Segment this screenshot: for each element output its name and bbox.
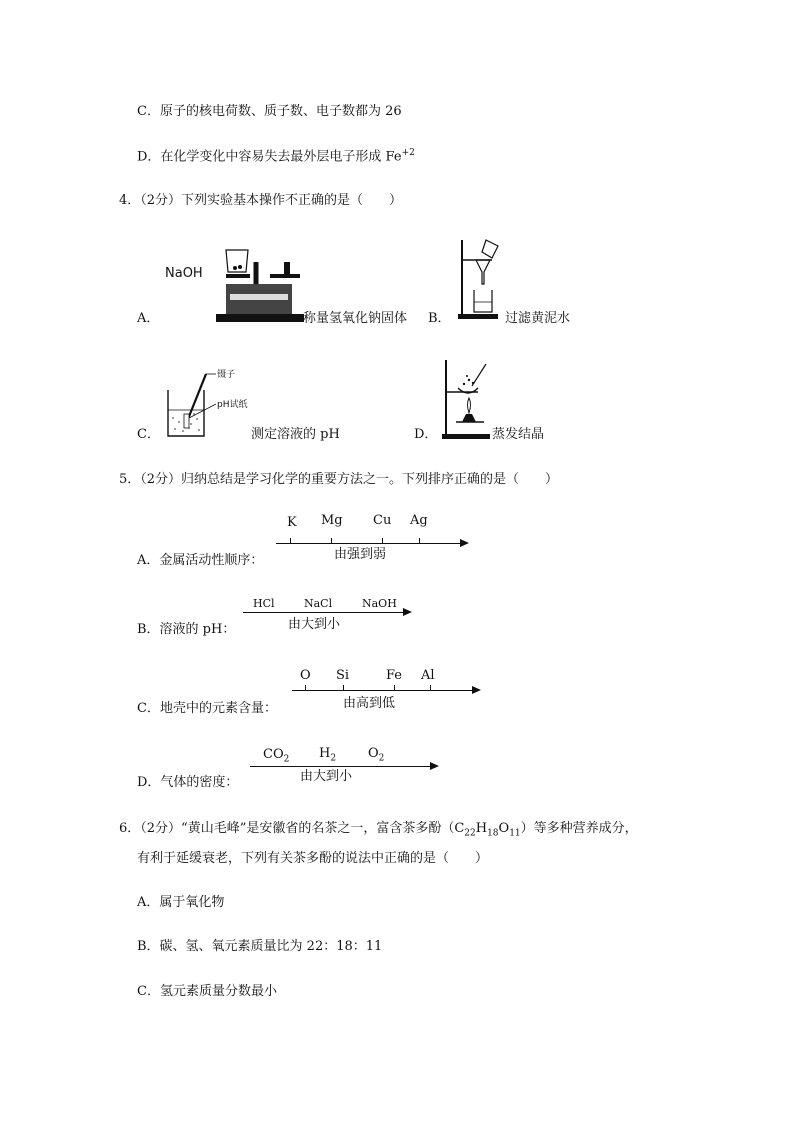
q4-stem: 4．（2分）下列实验基本操作不正确的是（ ） — [119, 193, 403, 208]
q5-c-tick — [305, 685, 306, 690]
q6-option-c: C．氢元素质量分数最小 — [137, 984, 277, 999]
q5-a-axis — [276, 543, 460, 544]
q5-c-axis — [292, 690, 472, 691]
q5-c-label: C．地壳中的元素含量： — [137, 701, 277, 716]
q5-a-label: A．金属活动性顺序： — [137, 553, 264, 568]
q5-c-direction: 由高到低 — [343, 696, 396, 711]
q5-c-tick — [430, 685, 431, 690]
q5-stem: 5．（2分）归纳总结是学习化学的重要方法之一。下列排序正确的是（ ） — [119, 472, 559, 487]
q5-c-tick — [343, 685, 344, 690]
q5-b-item: HCl — [253, 597, 275, 610]
q5-a-direction: 由强到弱 — [334, 547, 387, 562]
ph-paper-label: pH试纸 — [217, 400, 248, 410]
q6-formula-h: H — [475, 821, 488, 836]
q6-formula-o: O — [498, 821, 510, 836]
q5-d-axis — [250, 766, 430, 767]
naoh-label: NaOH — [165, 266, 203, 281]
alcohol-lamp — [462, 414, 476, 422]
q4-b-letter: B． — [428, 311, 451, 326]
q5-c-item: O — [300, 668, 311, 683]
q4-a-caption: 称量氢氧化钠固体 — [303, 311, 408, 326]
q5-d-item — [263, 748, 289, 765]
q4-d-letter: D． — [414, 427, 438, 442]
q5-d-label: D．气体的密度： — [137, 775, 239, 790]
q4-d-caption: 蒸发结晶 — [492, 427, 545, 442]
balance-left-pan — [226, 274, 250, 278]
receiving-beaker — [474, 290, 492, 312]
q5-b-item: NaCl — [304, 597, 333, 610]
q5-a-item: Cu — [373, 513, 392, 528]
q5-b-direction: 由大到小 — [288, 617, 341, 632]
q5-b-arrowhead — [403, 608, 412, 616]
q5-c-arrowhead — [472, 686, 481, 694]
q6-stem-post: ）等多种营养成分， — [520, 821, 638, 836]
q5-c-tick — [394, 685, 395, 690]
glass-rod — [472, 364, 486, 386]
q5-d-item-base: CO — [263, 747, 284, 762]
q6-stem-line1 — [119, 822, 638, 839]
q5-d-item — [368, 747, 384, 764]
q6-formula-sub: 22 — [464, 828, 476, 839]
pouring-beaker — [482, 240, 498, 258]
balance-beaker — [226, 250, 248, 272]
stand-base — [458, 314, 498, 319]
q5-c-item: Fe — [386, 668, 403, 683]
q5-d-item — [319, 747, 336, 764]
evaporation-figure — [436, 358, 496, 442]
balance-right-pan — [270, 274, 300, 278]
q5-a-arrowhead — [460, 539, 469, 547]
q3-option-d-text: D．在化学变化中容易失去最外层电子形成 Fe — [137, 149, 402, 165]
balance-weight — [284, 262, 290, 274]
q3-option-d-superscript: +2 — [401, 148, 415, 158]
q5-a-item: K — [287, 515, 297, 530]
q6-formula-sub: 11 — [509, 828, 521, 839]
funnel — [476, 260, 490, 284]
q5-b-axis — [243, 612, 403, 613]
q5-d-direction: 由大到小 — [300, 769, 353, 784]
flame — [468, 398, 471, 413]
ph-paper — [184, 414, 189, 428]
q3-option-d — [137, 149, 415, 163]
q6-stem-pre: 6．（2分）“黄山毛峰”是安徽省的名茶之一，富含茶多酚（C — [119, 821, 465, 836]
q5-a-tick — [382, 538, 383, 543]
q6-stem-line2: 有利于延缓衰老，下列有关茶多酚的说法中正确的是（ ） — [137, 851, 489, 866]
q5-d-arrowhead — [430, 762, 439, 770]
q5-c-item: Al — [421, 668, 435, 683]
q4-b-caption: 过滤黄泥水 — [505, 311, 571, 326]
tweezers-label: 镊子 — [217, 370, 236, 380]
q5-d-item-base: O — [368, 746, 379, 761]
stand-base — [442, 434, 490, 439]
q3-option-c: C．原子的核电荷数、质子数、电子数都为 26 — [137, 104, 402, 119]
q5-a-tick — [331, 538, 332, 543]
q4-a-letter: A． — [137, 311, 160, 326]
balance-scale-strip — [230, 294, 288, 300]
q4-c-caption: 测定溶液的 pH — [251, 427, 340, 442]
q5-a-tick — [419, 538, 420, 543]
q6-option-b: B．碳、氢、氧元素质量比为 22：18：11 — [137, 939, 383, 954]
q4-c-letter: C． — [137, 427, 160, 442]
balance-base — [216, 314, 304, 322]
q5-d-item-subscript: 2 — [283, 754, 290, 765]
q5-d-item-base: H — [319, 746, 331, 761]
q5-a-tick — [290, 538, 291, 543]
q5-d-item-subscript: 2 — [378, 753, 385, 764]
q5-b-item: NaOH — [362, 597, 397, 610]
q5-d-item-subscript: 2 — [330, 753, 337, 764]
q5-b-label: B．溶液的 pH： — [137, 622, 236, 637]
balance-figure — [160, 244, 310, 324]
q5-a-item: Mg — [321, 513, 343, 528]
q6-option-a: A．属于氧化物 — [137, 895, 225, 910]
q5-c-item: Si — [336, 668, 350, 683]
filtration-figure — [452, 238, 512, 322]
q6-formula-sub: 18 — [487, 828, 499, 839]
q5-a-item: Ag — [410, 513, 428, 528]
